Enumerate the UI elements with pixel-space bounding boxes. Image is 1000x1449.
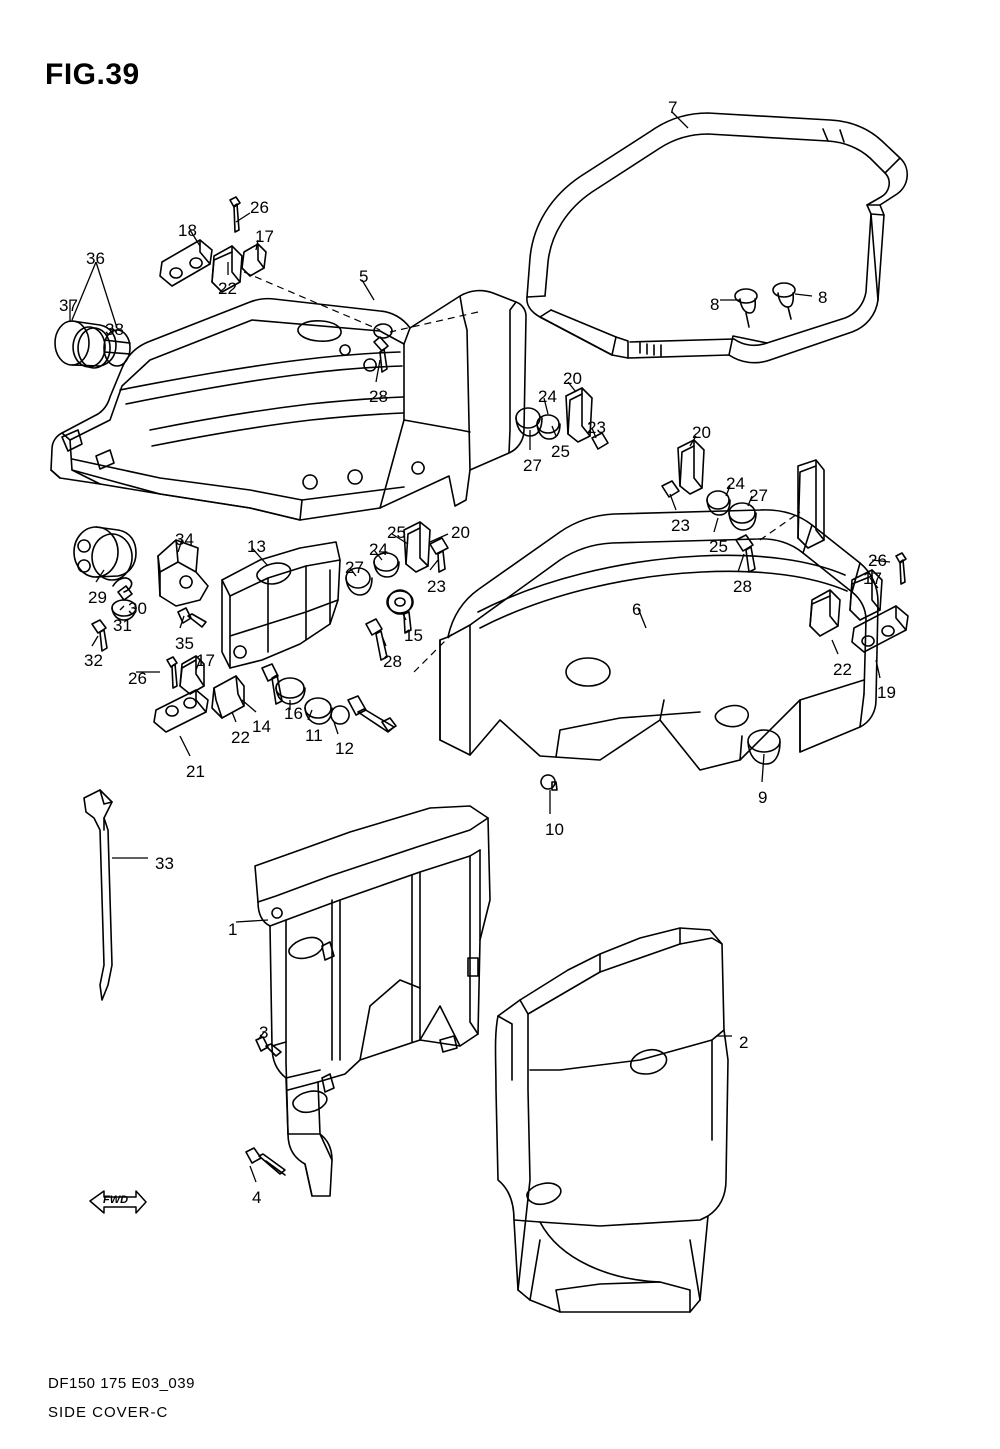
part-number-callout: 17 — [196, 651, 215, 670]
part-10-screw — [541, 775, 557, 790]
part-number-callout: 24 — [538, 387, 557, 406]
part-number-callout: 23 — [671, 516, 690, 535]
part-number-callout: 6 — [632, 600, 642, 619]
part-number-callout: 28 — [383, 652, 402, 671]
part-number-callout: 21 — [186, 762, 205, 781]
part-number-callout: 33 — [155, 854, 174, 873]
part-number-callout: 27 — [749, 486, 768, 505]
part-33-rod — [84, 790, 112, 1000]
part-number-callout: 35 — [175, 634, 194, 653]
part-6-lower-cover — [440, 510, 878, 770]
part-number-callout: 14 — [252, 717, 271, 736]
part-number-callout: 10 — [545, 820, 564, 839]
page-title: FIG.39 — [45, 58, 140, 91]
part-number-callout: 22 — [833, 660, 852, 679]
part-number-callout: 2 — [739, 1033, 749, 1052]
part-number-callout: 20 — [451, 523, 470, 542]
part-1-side-cover — [255, 806, 490, 1196]
part-number-callout: 17 — [255, 227, 274, 246]
part-number-callout: 20 — [563, 369, 582, 388]
part-number-callout: 27 — [345, 558, 364, 577]
part-number-callout: 8 — [818, 288, 828, 307]
part-number-callout: 22 — [218, 279, 237, 298]
part-number-callout: 24 — [726, 474, 745, 493]
right-bracket-group — [798, 460, 908, 652]
part-34-35-bracket — [158, 540, 208, 627]
part-number-callout: 3 — [259, 1023, 269, 1042]
part-number-callout: 25 — [709, 537, 728, 556]
part-2-side-cover — [496, 928, 729, 1312]
part-number-callout: 18 — [178, 221, 197, 240]
left-fastener-group — [154, 656, 396, 732]
part-number-callout: 9 — [758, 788, 768, 807]
part-15-washer — [387, 591, 413, 613]
figure-subtitle: SIDE COVER-C — [48, 1404, 169, 1421]
part-number-callout: 32 — [84, 651, 103, 670]
part-number-callout: 15 — [404, 626, 423, 645]
part-number-callout: 22 — [231, 728, 250, 747]
part-number-callout: 17 — [863, 569, 882, 588]
part-number-callout: 24 — [369, 540, 388, 559]
fwd-label-text: FWD — [103, 1194, 129, 1206]
part-number-callout: 4 — [252, 1188, 262, 1207]
part-number-callout: 37 — [59, 296, 78, 315]
part-number-callout: 29 — [88, 588, 107, 607]
part-number-callout: 26 — [250, 198, 269, 217]
part-number-callout: 27 — [523, 456, 542, 475]
part-number-callout: 8 — [710, 295, 720, 314]
part-number-callout: 19 — [877, 683, 896, 702]
part-29-cap — [74, 527, 136, 580]
part-number-callout: 38 — [105, 320, 124, 339]
part-number-callout: 5 — [359, 267, 369, 286]
part-number-callout: 11 — [305, 726, 323, 745]
part-number-callout: 23 — [427, 577, 446, 596]
part-number-callout: 12 — [335, 739, 354, 758]
part-number-callout: 26 — [128, 669, 147, 688]
part-number-callout: 25 — [551, 442, 570, 461]
part-number-callout: 31 — [113, 616, 132, 635]
figure-code: DF150 175 E03_039 — [48, 1375, 195, 1392]
part-number-callout: 34 — [175, 530, 194, 549]
part-13-bracket — [222, 542, 340, 668]
part-number-callout: 28 — [733, 577, 752, 596]
part-number-callout: 7 — [668, 98, 678, 117]
part-number-callout: 28 — [369, 387, 388, 406]
part-number-callout: 16 — [284, 704, 303, 723]
part-number-callout: 36 — [86, 249, 105, 268]
part-number-callout: 26 — [868, 551, 887, 570]
fwd-direction-marker — [86, 1185, 148, 1219]
part-number-callout: 1 — [228, 920, 238, 939]
part-number-callout: 23 — [587, 418, 606, 437]
part-number-callout: 20 — [692, 423, 711, 442]
part-number-callout: 13 — [247, 537, 266, 556]
part-number-callout: 25 — [387, 523, 406, 542]
part-number-callout: 30 — [128, 599, 147, 618]
part-7-seal — [527, 113, 907, 363]
part-8-grommets — [735, 283, 795, 327]
